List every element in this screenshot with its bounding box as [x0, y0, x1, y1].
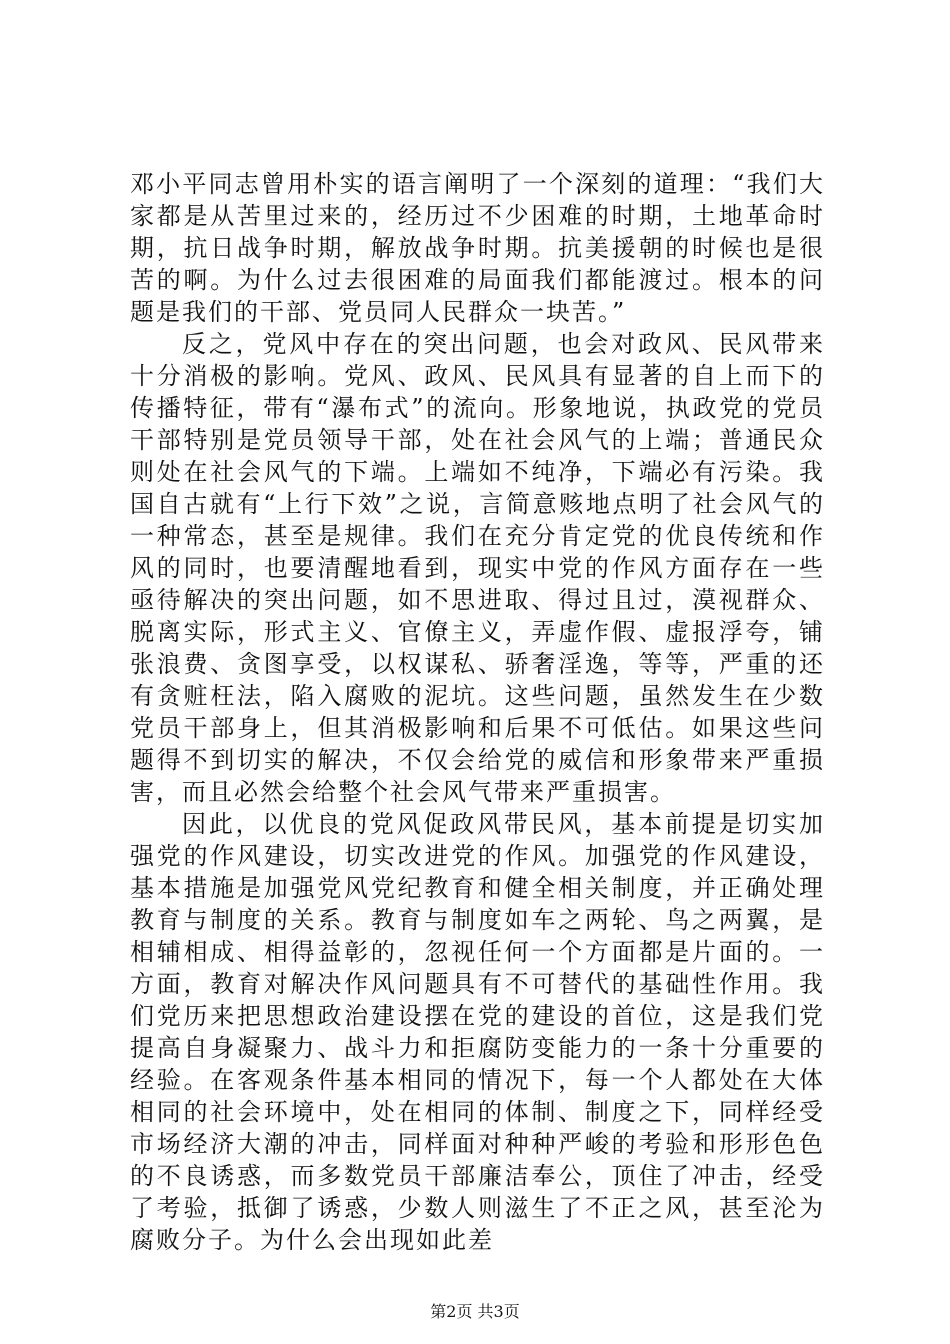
paragraph-3: 因此，以优良的党风促政风带民风，基本前提是切实加强党的作风建设，切实改进党的作风。加强党的作风建设，基本措施是加强党风党纪教育和健全相关制度，并正确处理教育与制度的关系。教育与制度如车之两轮、鸟之两翼，是相辅相成、相得益彰的，忽视任何一个方面都是片面的。一方面，教育对解决作风问题具有不可替代的基础性作用。我们党历来把思想政治建设摆在党的建设的首位，这是我们党提高自身凝聚力、战斗力和拒腐防变能力的一条十分重要的经验。在客观条件基本相同的情况下，每一个人都处在大体相同的社会环境中，处在相同的体制、制度之下，同样经受市场经济大潮的冲击，同样面对种种严峻的考验和形形色色的不良诱惑，而多数党员干部廉洁奉公，顶住了冲击，经受了考验，抵御了诱惑，少数人则滋生了不正之风，甚至沦为腐败分子。为什么会出现如此差 [130, 810, 825, 1254]
paragraph-1: 邓小平同志曾用朴实的语言阐明了一个深刻的道理：“我们大家都是从苦里过来的，经历过不少困难的时期，土地革命时期，抗日战争时期，解放战争时期。抗美援朝的时候也是很苦的啊。为什么过去很困难的局面我们都能渡过。根本的问题是我们的干部、党员同人民群众一块苦。” [130, 170, 825, 326]
document-body [130, 168, 825, 1256]
page-footer: 第2页 共3页 [430, 1302, 520, 1321]
paragraph-2: 反之，党风中存在的突出问题，也会对政风、民风带来十分消极的影响。党风、政风、民风具有显著的自上而下的传播特征，带有“瀑布式”的流向。形象地说，执政党的党员干部特别是党员领导干部，处在社会风气的上端；普通民众则处在社会风气的下端。上端如不纯净，下端必有污染。我国自古就有“上行下效”之说，言简意赅地点明了社会风气的一种常态，甚至是规律。我们在充分肯定党的优良传统和作风的同时，也要清醒地看到，现实中党的作风方面存在一些亟待解决的突出问题，如不思进取、得过且过，漠视群众、脱离实际，形式主义、官僚主义，弄虚作假、虚报浮夸，铺张浪费、贪图享受，以权谋私、骄奢淫逸，等等，严重的还有贪赃枉法，陷入腐败的泥坑。这些问题，虽然发生在少数党员干部身上，但其消极影响和后果不可低估。如果这些问题得不到切实的解决，不仅会给党的威信和形象带来严重损害，而且必然会给整个社会风气带来严重损害。 [130, 330, 825, 806]
